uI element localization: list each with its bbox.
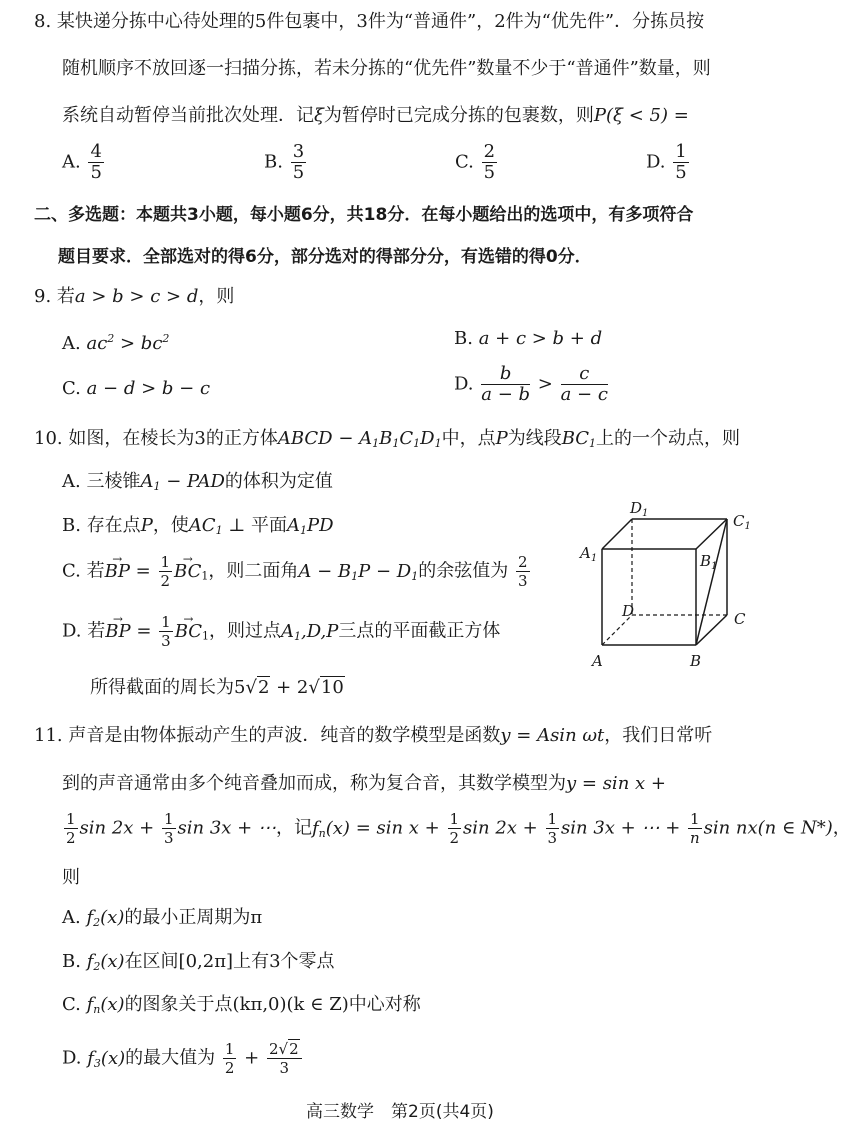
label-B: B — [690, 652, 702, 670]
fraction — [159, 613, 173, 650]
option-label: C. — [62, 994, 81, 1015]
fraction — [673, 142, 688, 183]
option-label: D. — [62, 620, 82, 642]
option-label: D. — [646, 151, 666, 173]
q8-probability: P(ξ < 5) = — [593, 105, 689, 126]
q9-option-b — [454, 327, 602, 351]
fraction: $\frac{1}{2}$ — [66, 810, 76, 847]
q8-option-a — [62, 142, 106, 183]
option-label: B. — [62, 515, 81, 536]
denominator: 5 — [483, 162, 496, 183]
q10-d-text-3: 三点的平面截正方体 — [338, 620, 501, 642]
q11-d-text: 的最大值为 — [125, 1047, 216, 1069]
fraction — [291, 142, 306, 183]
section-2-heading-2: 题目要求．全部选对的得6分，部分选对的得部分分，有选错的得0分． — [58, 247, 592, 267]
term-sin3x-b: sin 3x + ⋯ + — [561, 817, 681, 839]
numerator: b — [481, 364, 530, 385]
q11-text-2a: 到的声音通常由多个纯音叠加而成，称为复合音，其数学模型为 — [62, 773, 566, 794]
fraction: $\frac{1}{3}$ — [547, 810, 558, 847]
q10-a-text-2: 的体积为定值 — [224, 471, 333, 492]
q10-b-text-2: ，使 — [152, 515, 189, 536]
fraction — [88, 142, 103, 183]
label-D1: $D_1$ — [630, 499, 649, 519]
q11-line1 — [34, 724, 712, 748]
q9-text-a: 若 — [56, 286, 75, 307]
term-sinnx: sin nx(n ∈ N*) — [703, 817, 833, 839]
denominator: 3 — [517, 572, 528, 590]
fraction: $\frac{2√2}{3}$ — [267, 1040, 302, 1077]
numerator: 4 — [90, 141, 102, 162]
fraction: $\frac{1}{n}$ — [689, 810, 700, 847]
q10-option-a: A. 三棱锥$A_1$ − PAD的体积为定值 — [62, 471, 333, 493]
q11-text-1a: 声音是由物体振动产生的声波．纯音的数学模型是函数 — [68, 725, 501, 746]
q8-option-c — [455, 142, 499, 183]
q10-d-text-4: 所得截面的周长为 — [90, 677, 234, 698]
cube-figure — [572, 500, 772, 675]
q8-text-1: 某快递分拣中心待处理的5件包裹中，3件为“普通件”，2件为“优先件”．分拣员按 — [56, 11, 705, 32]
q9-text-b: ，则 — [198, 286, 235, 307]
q10-option-d: D. 若→ BP = $\frac{1}{3}$ → $BC_1$，则过点$A_1,D,P$三点的平面截正方体 — [62, 613, 500, 650]
denominator: a − c — [560, 384, 608, 405]
label-D: D — [622, 602, 635, 620]
term-sin2x-b: sin 2x + — [463, 817, 538, 839]
plus-sign: + — [244, 1047, 260, 1069]
option-label: A. — [62, 471, 81, 492]
label-C: C — [734, 610, 746, 628]
q10-text-c: 为线段 — [507, 428, 562, 449]
q8-text-3a: 系统自动暂停当前批次处理．记 — [62, 105, 314, 126]
denominator: 5 — [292, 162, 305, 183]
q11-option-a: A. $f_2(x)$的最小正周期为π — [62, 907, 263, 929]
label-C1: $C_1$ — [733, 512, 751, 532]
fraction: $\frac{1}{2}$ — [449, 810, 460, 847]
fn-definition: = sin x + — [355, 817, 440, 839]
q10-d-text-1: 若 — [87, 620, 106, 642]
q10-b-text-3: 平面 — [251, 515, 287, 536]
numerator: 2 — [517, 553, 528, 571]
fraction — [159, 553, 173, 590]
q9-option-d — [454, 364, 610, 405]
perp-symbol: ⊥ — [228, 515, 246, 536]
q10-text-a: 如图，在棱长为3的正方体 — [68, 428, 278, 449]
fraction: $\frac{1}{2}$ — [224, 1040, 235, 1077]
q8-option-d — [646, 142, 691, 183]
option-label: A. — [62, 151, 81, 173]
q10-b-text-1: 存在点 — [86, 515, 141, 536]
q11-b-text: 在区间[0,2π]上有3个零点 — [124, 951, 335, 972]
q9-b-expr: a + c > b + d — [478, 328, 603, 349]
q10-c-text-3: 的余弦值为 — [418, 560, 509, 582]
denominator: 2 — [160, 572, 171, 590]
equals: = — [136, 620, 152, 642]
q8-number: 8. — [34, 11, 52, 32]
radicand-2: 2 — [257, 677, 270, 698]
section-2-heading-1: 二、多选题：本题共3小题，每小题6分，共18分．在每小题给出的选项中，有多项符合 — [34, 205, 694, 225]
option-label: A. — [62, 333, 81, 354]
option-label: D. — [62, 1047, 82, 1069]
term-sin3x: sin 3x + ⋯ — [177, 817, 276, 839]
q9-option-c — [62, 377, 210, 401]
option-label: C. — [455, 151, 474, 173]
q10-text-b: 中，点 — [441, 428, 496, 449]
q10-stem: 10. 如图，在棱长为3的正方体ABCD − $A_1B_1C_1D_1$中，点P为线段$BC_1$上的一个动点，则 — [34, 428, 741, 450]
option-label: B. — [62, 951, 81, 972]
q9-number: 9. — [34, 286, 52, 307]
denominator: a − b — [481, 384, 531, 405]
q11-line2 — [62, 772, 666, 796]
label-A1: $A_1$ — [580, 544, 598, 564]
option-label: D. — [454, 373, 474, 395]
q10-option-c: C. 若→ BP = $\frac{1}{2}$ → $BC_1$，则二面角$A - B_1P - D_1$的余弦值为 $\frac{2}{3}$ — [62, 553, 532, 590]
q11-option-b: B. $f_2(x)$在区间[0,2π]上有3个零点 — [62, 951, 335, 973]
q9-option-a: A. $ac^2 > bc^2$ — [62, 332, 170, 354]
label-A: A — [592, 652, 603, 670]
q9-stem — [34, 285, 234, 309]
q10-option-d-line2: 所得截面的周长为5√2 + 2√10 — [90, 677, 344, 698]
label-B1: $B_1$ — [700, 552, 718, 572]
equals: = — [135, 560, 151, 582]
segment-bc1 — [696, 519, 727, 645]
q8-line1 — [34, 10, 704, 34]
fraction — [561, 364, 608, 405]
q10-c-text-2: ，则二面角 — [208, 560, 299, 582]
q11-option-d: D. $f_3(x)$的最大值为 $\frac{1}{2}$ + $\frac{2√2}{3}$ — [62, 1040, 304, 1077]
numerator: 3 — [292, 141, 305, 162]
edge-a1d1 — [602, 519, 632, 549]
q10-option-b: B. 存在点P，使$AC_1$ ⊥ 平面$A_1PD$ — [62, 515, 334, 537]
q10-number: 10. — [34, 428, 63, 449]
q9-condition: a > b > c > d — [74, 286, 199, 307]
q11-pure-tone-model: y = Asin ωt — [500, 725, 605, 746]
edge-b1c1 — [696, 519, 727, 549]
numerator: 2 — [483, 141, 496, 162]
fraction: $\frac{1}{3}$ — [164, 810, 174, 847]
q11-line3: $\frac{1}{2}$ sin 2x + $\frac{1}{3}$ sin 3x + ⋯，记$f_n(x) = \sin x$ + $\frac{1}{2}$ sin 2x + $\frac{1}{3}$ sin 3x + ⋯ + $\frac{1}{n}$ sin nx(n ∈ N*)， — [66, 810, 851, 847]
q11-record: ，记 — [275, 817, 312, 839]
q8-line3 — [62, 104, 689, 128]
fraction — [482, 142, 497, 183]
q8-line2: 随机顺序不放回逐一扫描分拣，若未分拣的“优先件”数量不少于“普通件”数量，则 — [62, 58, 711, 79]
radicand-10: 10 — [320, 677, 344, 698]
denominator: 5 — [675, 162, 687, 183]
q10-a-text-1: 三棱锥 — [86, 471, 141, 492]
denominator: 3 — [161, 632, 171, 650]
fraction — [516, 553, 530, 590]
q10-c-text-1: 若 — [86, 560, 105, 582]
denominator: 5 — [90, 162, 102, 183]
q11-then: 则 — [62, 867, 80, 888]
option-label: C. — [62, 378, 81, 399]
q9-c-expr: a − d > b − c — [86, 378, 211, 399]
q11-c-text: 的图象关于点(kπ,0)(k ∈ Z)中心对称 — [124, 994, 421, 1015]
q11-compound-model: y = sin x + — [566, 773, 666, 794]
option-label: C. — [62, 560, 81, 582]
page-footer: 高三数学 第2页(共4页) — [306, 1102, 494, 1122]
q10-text-d: 上的一个动点，则 — [596, 428, 741, 449]
q8-xi: ξ — [314, 105, 324, 126]
q11-number: 11. — [34, 725, 63, 746]
numerator: 1 — [160, 553, 171, 571]
q11-option-c: C. $f_n(x)$的图象关于点(kπ,0)(k ∈ Z)中心对称 — [62, 994, 421, 1016]
q11-a-text: 的最小正周期为π — [124, 907, 263, 928]
option-label: B. — [454, 328, 473, 349]
coef-5: 5 — [234, 677, 246, 698]
edge-bc — [696, 615, 727, 645]
numerator: c — [561, 364, 608, 385]
plus-2: + 2 — [276, 677, 309, 698]
fraction — [481, 364, 530, 405]
option-label: A. — [62, 907, 81, 928]
gt-sign: > — [537, 373, 553, 395]
option-label: B. — [264, 151, 283, 173]
numerator: 1 — [161, 613, 171, 631]
numerator: 1 — [675, 141, 687, 162]
q11-text-1c: ，我们日常听 — [604, 725, 713, 746]
q8-text-3b: 为暂停时已完成分拣的包裹数，则 — [323, 105, 594, 126]
q10-d-text-2: ，则过点 — [209, 620, 282, 642]
comma: ， — [832, 817, 851, 839]
term-sin2x: sin 2x + — [79, 817, 155, 839]
q8-option-b — [264, 142, 308, 183]
